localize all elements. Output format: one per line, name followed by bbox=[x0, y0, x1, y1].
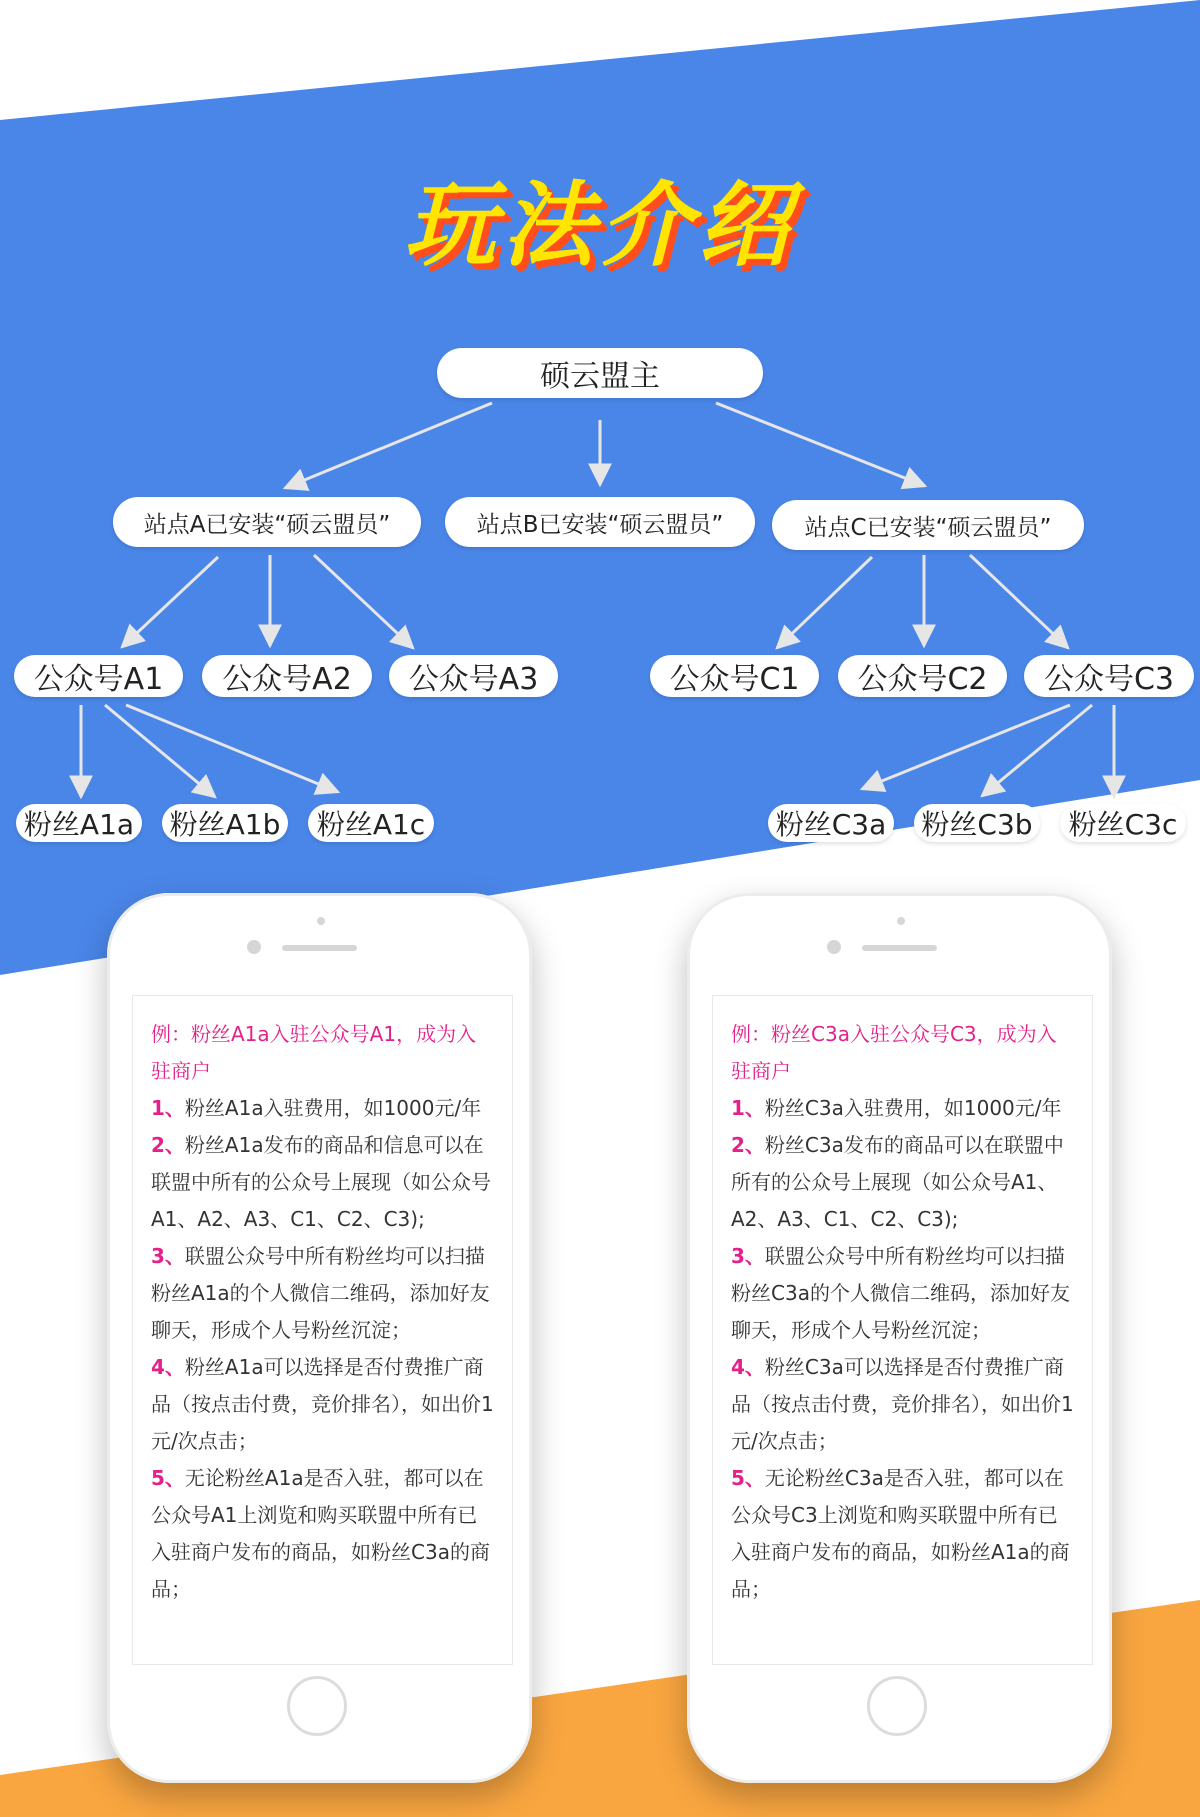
node-account-a1: 公众号A1 bbox=[14, 655, 183, 697]
node-site-b: 站点B已安装“硕云盟员” bbox=[445, 497, 755, 547]
rule-text: 联盟公众号中所有粉丝均可以扫描粉丝A1a的个人微信二维码，添加好友聊天，形成个人号粉丝沉淀； bbox=[151, 1244, 490, 1342]
node-fan-c3c: 粉丝C3c bbox=[1060, 804, 1186, 842]
node-site-c: 站点C已安装“硕云盟员” bbox=[772, 500, 1084, 550]
node-account-a2: 公众号A2 bbox=[202, 655, 372, 697]
rule-number: 1、 bbox=[151, 1096, 185, 1120]
rule-text: 粉丝A1a入驻费用，如1000元/年 bbox=[184, 1096, 482, 1120]
node-account-c3: 公众号C3 bbox=[1024, 655, 1194, 697]
example-text: 例：粉丝C3a入驻公众号C3，成为入驻商户 bbox=[731, 1022, 1057, 1083]
node-fan-a1a: 粉丝A1a bbox=[16, 804, 142, 842]
rule-item bbox=[151, 1238, 494, 1349]
node-account-c2: 公众号C2 bbox=[838, 655, 1007, 697]
speaker-grille bbox=[282, 945, 357, 951]
rule-item bbox=[731, 1090, 1074, 1127]
phone-mockup-left bbox=[107, 893, 532, 1783]
home-button bbox=[867, 1676, 927, 1736]
rule-number: 2、 bbox=[151, 1133, 185, 1157]
rule-text: 粉丝C3a入驻费用，如1000元/年 bbox=[764, 1096, 1062, 1120]
phone-mockup-right bbox=[687, 893, 1112, 1783]
example-text: 例：粉丝A1a入驻公众号A1，成为入驻商户 bbox=[151, 1022, 477, 1083]
node-site-a: 站点A已安装“硕云盟员” bbox=[113, 497, 421, 547]
node-account-c1: 公众号C1 bbox=[650, 655, 819, 697]
node-account-a3: 公众号A3 bbox=[389, 655, 558, 697]
rule-number: 2、 bbox=[731, 1133, 765, 1157]
node-fan-a1b: 粉丝A1b bbox=[162, 804, 288, 842]
rule-text: 粉丝C3a发布的商品可以在联盟中所有的公众号上展现（如公众号A1、A2、A3、C1、C2、C3); bbox=[731, 1133, 1064, 1231]
rule-number: 4、 bbox=[731, 1355, 765, 1379]
sensor-dot bbox=[897, 917, 905, 925]
page-title: 玩法介绍 bbox=[403, 172, 796, 279]
sensor-dot bbox=[317, 917, 325, 925]
rule-item bbox=[151, 1090, 494, 1127]
rule-number: 4、 bbox=[151, 1355, 185, 1379]
rule-text: 粉丝C3a可以选择是否付费推广商品（按点击付费，竞价排名），如出价1元/次点击； bbox=[731, 1355, 1074, 1453]
rule-text: 粉丝A1a发布的商品和信息可以在联盟中所有的公众号上展现（如公众号A1、A2、A3、C1、C2、C3); bbox=[151, 1133, 491, 1231]
speaker-grille bbox=[862, 945, 937, 951]
camera-icon bbox=[247, 940, 261, 954]
rule-text: 粉丝A1a可以选择是否付费推广商品（按点击付费，竞价排名），如出价1元/次点击； bbox=[151, 1355, 494, 1453]
rule-text: 联盟公众号中所有粉丝均可以扫描粉丝C3a的个人微信二维码，添加好友聊天，形成个人号粉丝沉淀； bbox=[731, 1244, 1070, 1342]
rule-text: 无论粉丝A1a是否入驻，都可以在公众号A1上浏览和购买联盟中所有已入驻商户发布的商品，如粉丝C3a的商品； bbox=[151, 1466, 490, 1601]
rule-number: 3、 bbox=[151, 1244, 185, 1268]
rule-number: 3、 bbox=[731, 1244, 765, 1268]
rule-item bbox=[151, 1349, 494, 1460]
rule-item bbox=[731, 1349, 1074, 1460]
phone-screen-left bbox=[132, 995, 513, 1665]
node-fan-c3b: 粉丝C3b bbox=[914, 804, 1040, 842]
rule-number: 5、 bbox=[731, 1466, 765, 1490]
node-fan-a1c: 粉丝A1c bbox=[308, 804, 434, 842]
rule-item bbox=[731, 1127, 1074, 1238]
node-fan-c3a: 粉丝C3a bbox=[768, 804, 894, 842]
rule-number: 5、 bbox=[151, 1466, 185, 1490]
rule-text: 无论粉丝C3a是否入驻，都可以在公众号C3上浏览和购买联盟中所有已入驻商户发布的商品，如粉丝A1a的商品； bbox=[731, 1466, 1070, 1601]
node-root: 硕云盟主 bbox=[437, 348, 763, 398]
rule-number: 1、 bbox=[731, 1096, 765, 1120]
phone-screen-right bbox=[712, 995, 1093, 1665]
rule-item bbox=[731, 1238, 1074, 1349]
rule-item bbox=[151, 1127, 494, 1238]
rule-item bbox=[731, 1460, 1074, 1608]
home-button bbox=[287, 1676, 347, 1736]
camera-icon bbox=[827, 940, 841, 954]
rule-item bbox=[151, 1460, 494, 1608]
